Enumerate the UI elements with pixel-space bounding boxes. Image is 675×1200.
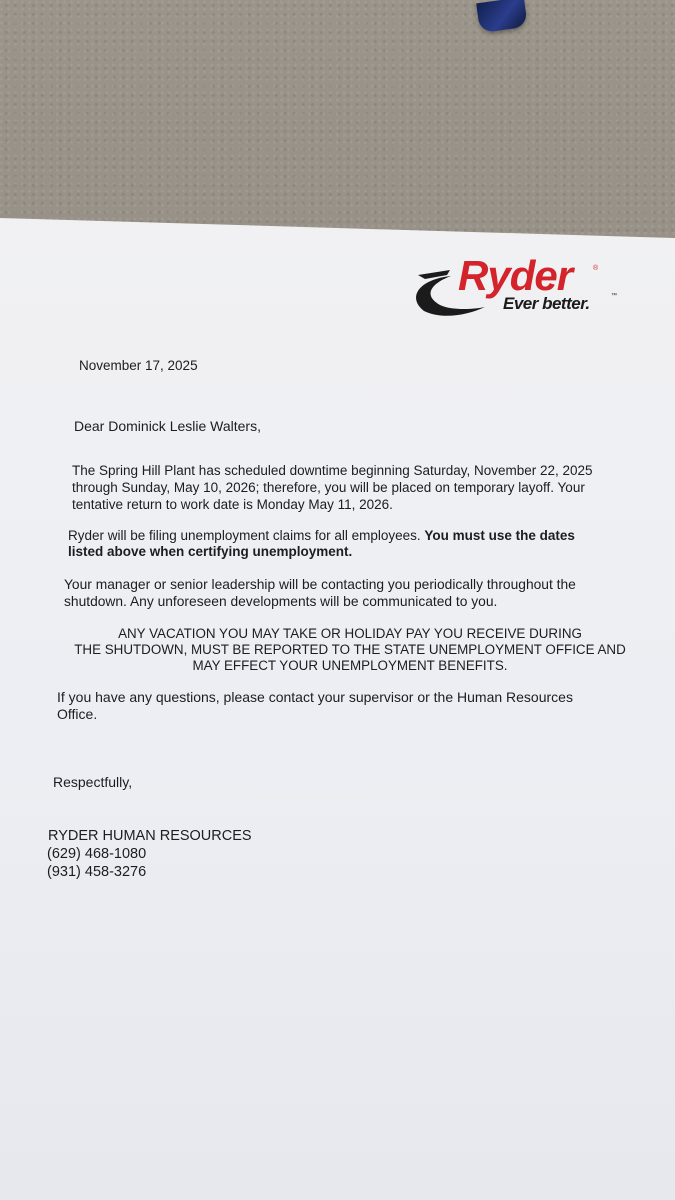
closing: Respectfully,	[53, 774, 133, 790]
logo-tagline: Ever better.	[503, 294, 590, 313]
paragraph1-line3: tentative return to work date is Monday May 11, 2026.	[72, 497, 393, 512]
paragraph2-line1	[68, 527, 575, 544]
phone-number-1: (629) 468-1080	[47, 846, 147, 862]
notice-line2: THE SHUTDOWN, MUST BE REPORTED TO THE STATE UNEMPLOYMENT OFFICE AND	[74, 642, 626, 657]
notice-line3: MAY EFFECT YOUR UNEMPLOYMENT BENEFITS.	[192, 658, 508, 673]
salutation: Dear Dominick Leslie Walters,	[74, 418, 261, 434]
notice-line1: ANY VACATION YOU MAY TAKE OR HOLIDAY PAY YOU RECEIVE DURING	[118, 626, 582, 641]
paragraph1-line1: The Spring Hill Plant has scheduled downtime beginning Saturday, November 22, 2025	[72, 463, 593, 478]
signature-name: RYDER HUMAN RESOURCES	[48, 828, 252, 844]
logo-wordmark: Ryder	[458, 252, 573, 299]
paragraph3-line2: shutdown. Any unforeseen developments will be communicated to you.	[64, 594, 498, 609]
trademark-mark: ™	[611, 293, 617, 299]
letter-date: November 17, 2025	[79, 358, 198, 373]
phone-number-2: (931) 458-3276	[47, 864, 147, 880]
paragraph4-line1: If you have any questions, please contact your supervisor or the Human Resources	[57, 689, 573, 705]
paragraph4-line2: Office.	[57, 706, 98, 722]
ryder-logo	[412, 252, 617, 321]
paragraph1-line2: through Sunday, May 10, 2026; therefore, you will be placed on temporary layoff. Your	[72, 480, 585, 495]
paragraph3-line1: Your manager or senior leadership will be contacting you periodically throughout the	[64, 577, 576, 592]
paragraph2-normal-text: Ryder will be filing unemployment claims for all employees.	[68, 528, 425, 543]
paragraph2-line2: listed above when certifying unemployment.	[68, 544, 353, 559]
registered-mark: ®	[593, 265, 599, 272]
pen-cap	[476, 0, 528, 33]
paragraph2-bold-text: You must use the dates	[424, 528, 575, 543]
